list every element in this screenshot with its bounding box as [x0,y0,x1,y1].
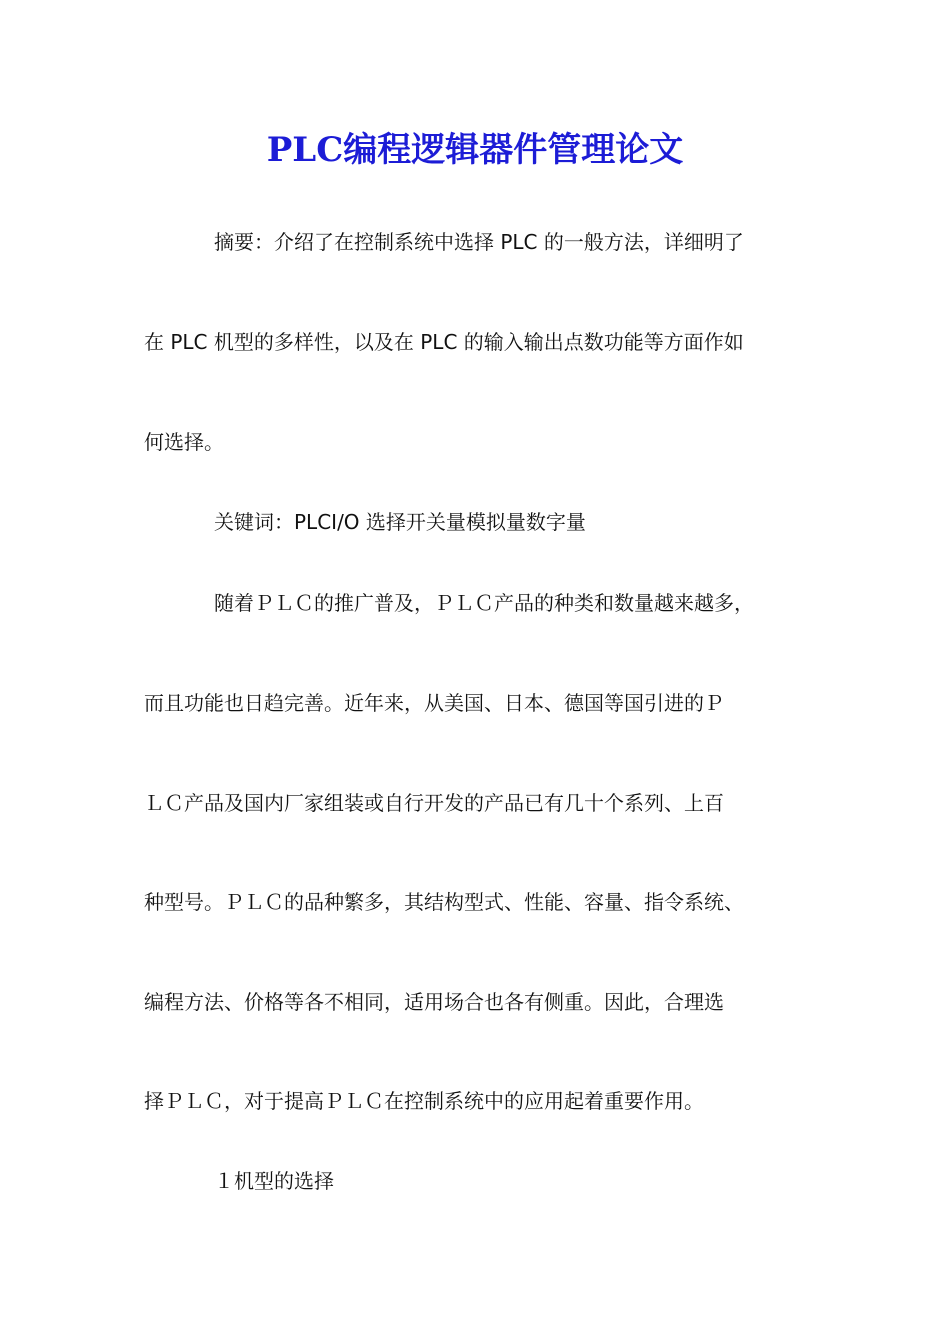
keywords-line: 关键词：PLCI/O 选择开关量模拟量数字量 [214,510,586,534]
abstract-line: 摘要：介绍了在控制系统中选择 PLC 的一般方法，详细明了 [214,230,744,254]
body-line: 种型号。ＰＬＣ的品种繁多，其结构型式、性能、容量、指令系统、 [144,890,744,914]
body-line: 择ＰＬＣ，对于提高ＰＬＣ在控制系统中的应用起着重要作用。 [144,1089,704,1113]
body-line: ＬＣ产品及国内厂家组装或自行开发的产品已有几十个系列、上百 [144,791,724,815]
body-line: 而且功能也日趋完善。近年来，从美国、日本、德国等国引进的Ｐ [144,691,724,715]
document-title: PLC编程逻辑器件管理论文 [266,130,684,170]
body-line: 随着ＰＬＣ的推广普及，ＰＬＣ产品的种类和数量越来越多， [214,591,754,615]
section-heading: １机型的选择 [214,1169,334,1193]
abstract-line: 在 PLC 机型的多样性，以及在 PLC 的输入输出点数功能等方面作如 [144,330,744,354]
abstract-line: 何选择。 [144,430,224,454]
body-line: 编程方法、价格等各不相同，适用场合也各有侧重。因此，合理选 [144,990,724,1014]
